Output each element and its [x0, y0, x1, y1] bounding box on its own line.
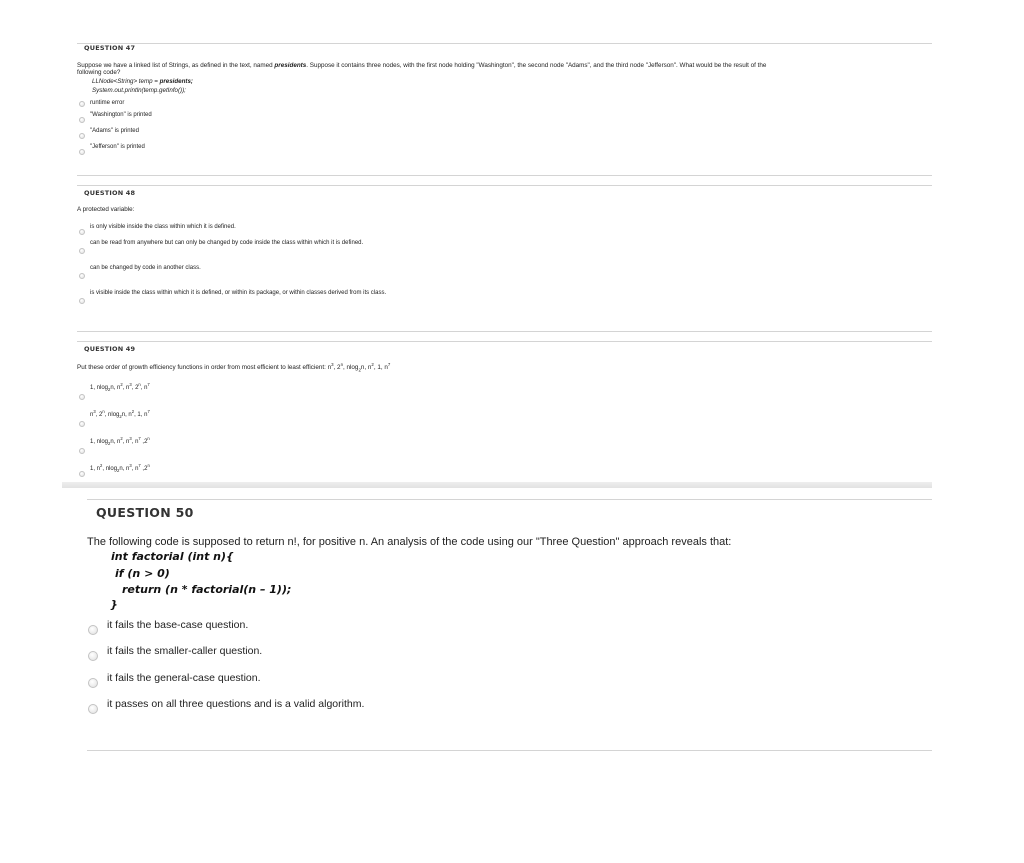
radio-option-4[interactable]: [79, 471, 85, 477]
prompt-line1: Suppose we have a linked list of Strings, as defined in the text, named presidents. Suppose it contains three nodes, with the first node holding "Washington", the second node "Adams", and the third node "Jefferson". What would be the result of the: [77, 62, 767, 69]
question-prompt: A protected variable:: [77, 206, 135, 213]
radio-option-3[interactable]: [88, 678, 98, 688]
radio-option-3[interactable]: [79, 273, 85, 279]
code-line: return (n * factorial(n – 1));: [122, 583, 292, 596]
code-line: LLNode<String> temp = presidents;: [92, 78, 193, 85]
question-title: QUESTION 50: [96, 505, 194, 520]
divider: [87, 499, 932, 500]
question-prompt: The following code is supposed to return n!, for positive n. An analysis of the code using our "Three Question" approach reveals that:: [87, 536, 732, 548]
radio-option-1[interactable]: [79, 394, 85, 400]
option-label: can be changed by code in another class.: [90, 265, 201, 271]
option-label: it fails the general-case question.: [107, 672, 261, 684]
option-label: runtime error: [90, 100, 125, 106]
code-line: int factorial (int n){: [111, 550, 234, 563]
option-label: is only visible inside the class within which it is defined.: [90, 224, 236, 230]
radio-option-4[interactable]: [88, 704, 98, 714]
section-separator: [62, 482, 932, 488]
radio-option-2[interactable]: [79, 421, 85, 427]
option-label: "Washington" is printed: [90, 112, 152, 118]
option-label: 1, nlog$_2$n, $n^2$, $n^3$, 2$^n$, $n^7$: [90, 382, 150, 393]
option-label: it fails the smaller-caller question.: [107, 645, 263, 657]
question-title: QUESTION 47: [84, 44, 136, 52]
radio-option-1[interactable]: [88, 625, 98, 635]
radio-option-4[interactable]: [79, 298, 85, 304]
radio-option-1[interactable]: [79, 101, 85, 107]
radio-option-3[interactable]: [79, 448, 85, 454]
question-prompt: [77, 62, 766, 76]
option-label: "Jefferson" is printed: [90, 144, 145, 150]
radio-option-3[interactable]: [79, 133, 85, 139]
code-line: }: [110, 598, 118, 611]
divider: [87, 750, 932, 751]
divider: [77, 185, 932, 186]
option-label: it fails the base-case question.: [107, 619, 249, 631]
question-title: QUESTION 49: [84, 345, 136, 353]
radio-option-2[interactable]: [88, 651, 98, 661]
radio-option-2[interactable]: [79, 248, 85, 254]
question-title: QUESTION 48: [84, 189, 136, 197]
divider: [77, 175, 932, 176]
code-line: if (n > 0): [115, 567, 170, 580]
radio-option-2[interactable]: [79, 117, 85, 123]
divider: [77, 331, 932, 332]
radio-option-4[interactable]: [79, 149, 85, 155]
prompt-line2: following code?: [77, 69, 121, 77]
option-label: 1, $n^2$, nlog$_2$n, $n^3$, $n^7$ ,2$^n$: [90, 463, 150, 474]
option-label: it passes on all three questions and is a valid algorithm.: [107, 698, 365, 710]
radio-option-1[interactable]: [79, 229, 85, 235]
option-label: 1, nlog$_2$n, $n^2$, $n^3$, $n^7$ ,2$^n$: [90, 436, 150, 447]
code-line: System.out.println(temp.getInfo());: [92, 87, 186, 94]
option-label: $n^3$, 2$^n$, nlog$_2$n, $n^2$, 1, $n^7$: [90, 409, 150, 420]
divider: [77, 43, 932, 44]
option-label: is visible inside the class within which it is defined, or within its package, or within classes derived from its class.: [90, 290, 387, 296]
question-prompt: Put these order of growth efficiency functions in order from most efficient to least efficient: $n^3$, 2$^n$, nlog$_2$n, $n^2$, 1, $n^7$: [77, 361, 391, 373]
option-label: can be read from anywhere but can only be changed by code inside the class within which it is defined.: [90, 240, 364, 246]
option-label: "Adams" is printed: [90, 128, 139, 134]
divider: [77, 341, 932, 342]
